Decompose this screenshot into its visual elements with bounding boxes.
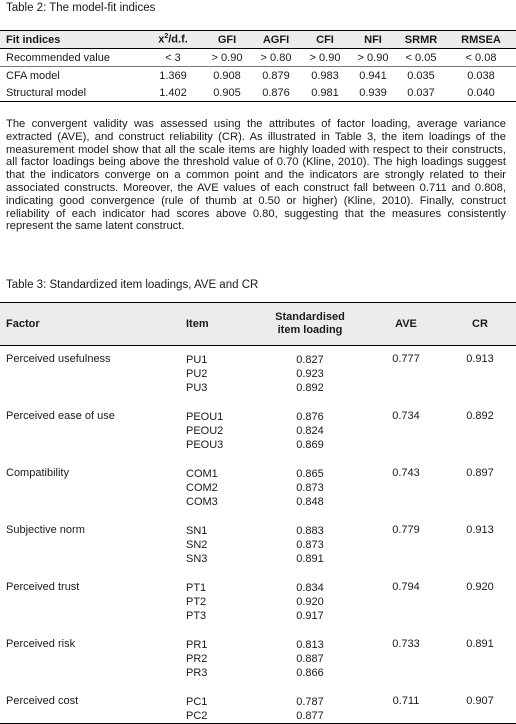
table-cell: < 0.08: [446, 49, 516, 67]
factor-name: Subjective norm: [6, 524, 85, 536]
factor-name: Perceived usefulness: [6, 353, 111, 365]
table-cell: < 0.05: [396, 49, 446, 67]
item-loading-value: 0.848: [296, 496, 324, 509]
item-loading-value: 0.891: [296, 553, 324, 566]
table-cell: 0.908: [213, 69, 241, 82]
header-rmsea: RMSEA: [446, 31, 516, 49]
row-label: Recommended value: [0, 49, 144, 67]
table2-caption: Table 2: The model-fit indices: [6, 2, 156, 14]
table-row: [0, 84, 516, 102]
table3-caption: Table 3: Standardized item loadings, AVE and CR: [6, 279, 259, 291]
table-row: [0, 49, 516, 67]
item-code: COM2: [186, 482, 218, 495]
ave-value: 0.733: [392, 638, 420, 650]
factor-group-row: [0, 574, 516, 631]
item-code: PR3: [186, 667, 208, 680]
item-loading-value: 0.920: [296, 596, 324, 609]
item-loading-value: 0.824: [296, 425, 324, 438]
factor-name: Compatibility: [6, 467, 69, 479]
item-code: PT2: [186, 596, 207, 609]
ave-value: 0.743: [392, 467, 420, 479]
factor-name: Perceived cost: [0, 688, 186, 724]
item-loading-value: 0.873: [296, 482, 324, 495]
cr-value: 0.897: [466, 467, 494, 479]
table-cell: 0.035: [407, 69, 435, 82]
row-label: CFA model: [6, 69, 60, 82]
header-fit-indices: Fit indices: [0, 31, 144, 49]
cr-value: 0.907: [444, 688, 516, 724]
item-codes: [186, 460, 252, 517]
item-loading-value: 0.787: [296, 696, 324, 708]
header-srmr: SRMR: [396, 31, 446, 49]
table-cell: > 0.90: [300, 49, 350, 67]
table-header-row: [0, 303, 516, 346]
cr-value: 0.920: [466, 581, 494, 593]
table-row: [0, 67, 516, 85]
item-loading-value: 0.827: [296, 354, 324, 366]
factor-group-row: [0, 517, 516, 574]
row-label: Structural model: [0, 84, 144, 102]
item-loading-value: 0.883: [296, 525, 324, 537]
factor-group-row: [0, 346, 516, 404]
item-codes: [186, 346, 252, 404]
item-code: PU3: [186, 382, 208, 395]
header-cfi: CFI: [300, 31, 350, 49]
item-loading-value: 0.834: [296, 582, 324, 594]
header-gfi: GFI: [202, 31, 252, 49]
factor-name: Perceived ease of use: [6, 410, 115, 422]
item-loading-value: 0.865: [296, 468, 324, 480]
item-code: PEOU2: [186, 425, 224, 438]
body-paragraph: The convergent validity was assessed using the attributes of factor loading, average variance extracted (AVE), and construct reliability (CR). As illustrated in Table 3, the item loadings of the measurement model show that all the scale items are highly loaded with respect to their constructs, all factor loadings being above the threshold value of 0.70 (Kline, 2010). The high loadings suggest that the indicators converge on a common point and the indicators are strongly related to their associated constructs. Moreover, the AVE values of each construct fall between 0.711 and 0.808, indicating good convergence (rule of thumb at 0.50 or higher) (Kline, 2010). Finally, construct reliability of each indicator had scores above 0.80, suggesting that the measures consistently represent the same latent construct.: [6, 118, 506, 233]
item-loadings-table: [0, 302, 516, 724]
table-cell: > 0.90: [202, 49, 252, 67]
table-cell: 0.879: [262, 69, 290, 82]
factor-group-row: [0, 688, 516, 724]
model-fit-table: [0, 30, 516, 102]
item-code: PR2: [186, 653, 208, 666]
table-cell: 0.983: [311, 69, 339, 82]
item-code: PEOU3: [186, 439, 224, 452]
item-loading-value: 0.892: [296, 382, 324, 395]
item-codes: [186, 517, 252, 574]
item-loading-value: 0.877: [296, 710, 324, 723]
item-code: COM3: [186, 496, 218, 509]
table-cell: 0.941: [359, 69, 387, 82]
item-code: SN1: [186, 525, 208, 537]
item-loadings: [252, 460, 368, 517]
item-code: PT1: [186, 582, 207, 594]
factor-name: Perceived risk: [6, 638, 76, 650]
table-cell: < 3: [144, 49, 202, 67]
item-code: SN2: [186, 539, 208, 552]
ave-value: 0.779: [392, 524, 420, 536]
table-cell: > 0.90: [350, 49, 396, 67]
table-cell: 0.981: [300, 84, 350, 102]
item-codes: [186, 574, 252, 631]
table-cell: 0.038: [467, 69, 495, 82]
table-cell: 0.040: [446, 84, 516, 102]
factor-group-row: [0, 631, 516, 688]
factor-name: Perceived trust: [6, 581, 80, 593]
item-loading-value: 0.917: [296, 610, 324, 623]
table-cell: 0.037: [396, 84, 446, 102]
table-cell: > 0.80: [252, 49, 300, 67]
header-factor: Factor: [0, 303, 186, 346]
item-loadings: [252, 574, 368, 631]
header-cr: CR: [444, 303, 516, 346]
item-codes: [186, 688, 252, 724]
item-loading-value: 0.873: [296, 539, 324, 552]
item-code: PT3: [186, 610, 207, 623]
cr-value: 0.892: [466, 410, 494, 422]
cr-value: 0.913: [466, 353, 494, 365]
item-code: COM1: [186, 468, 218, 480]
factor-group-row: [0, 460, 516, 517]
table-cell: 1.369: [159, 69, 187, 82]
table-header-row: [0, 31, 516, 49]
item-loading-value: 0.866: [296, 667, 324, 680]
item-loadings: [252, 346, 368, 404]
table-cell: 0.905: [202, 84, 252, 102]
item-loadings: [252, 403, 368, 460]
item-code: PU2: [186, 368, 208, 381]
item-loading-value: 0.869: [296, 439, 324, 452]
header-chi-square-df: $x^2/d.f$.: [144, 31, 202, 49]
cr-value: 0.913: [466, 524, 494, 536]
item-loading-value: 0.876: [296, 411, 324, 423]
item-code: PC1: [186, 696, 208, 708]
item-code: PU1: [186, 354, 208, 366]
item-code: PC2: [186, 710, 208, 723]
item-code: PEOU1: [186, 411, 224, 423]
item-codes: [186, 403, 252, 460]
table-cell: 0.876: [252, 84, 300, 102]
item-loading-value: 0.923: [296, 368, 324, 381]
header-agfi: AGFI: [252, 31, 300, 49]
header-item: Item: [186, 303, 252, 346]
header-ave: AVE: [368, 303, 444, 346]
ave-value: 0.777: [392, 353, 420, 365]
item-code: SN3: [186, 553, 208, 566]
item-loadings: [252, 631, 368, 688]
table-cell: 0.939: [350, 84, 396, 102]
ave-value: 0.711: [368, 688, 444, 724]
factor-group-row: [0, 403, 516, 460]
cr-value: 0.891: [466, 638, 494, 650]
table-cell: 1.402: [144, 84, 202, 102]
item-loading-value: 0.887: [296, 653, 324, 666]
ave-value: 0.734: [392, 410, 420, 422]
item-loading-value: 0.813: [296, 639, 324, 651]
item-loadings: [252, 517, 368, 574]
ave-value: 0.794: [392, 581, 420, 593]
item-loadings: [252, 688, 368, 724]
header-nfi: NFI: [350, 31, 396, 49]
item-code: PR1: [186, 639, 208, 651]
item-codes: [186, 631, 252, 688]
header-standardised-loading: Standardised item loading: [252, 303, 368, 346]
